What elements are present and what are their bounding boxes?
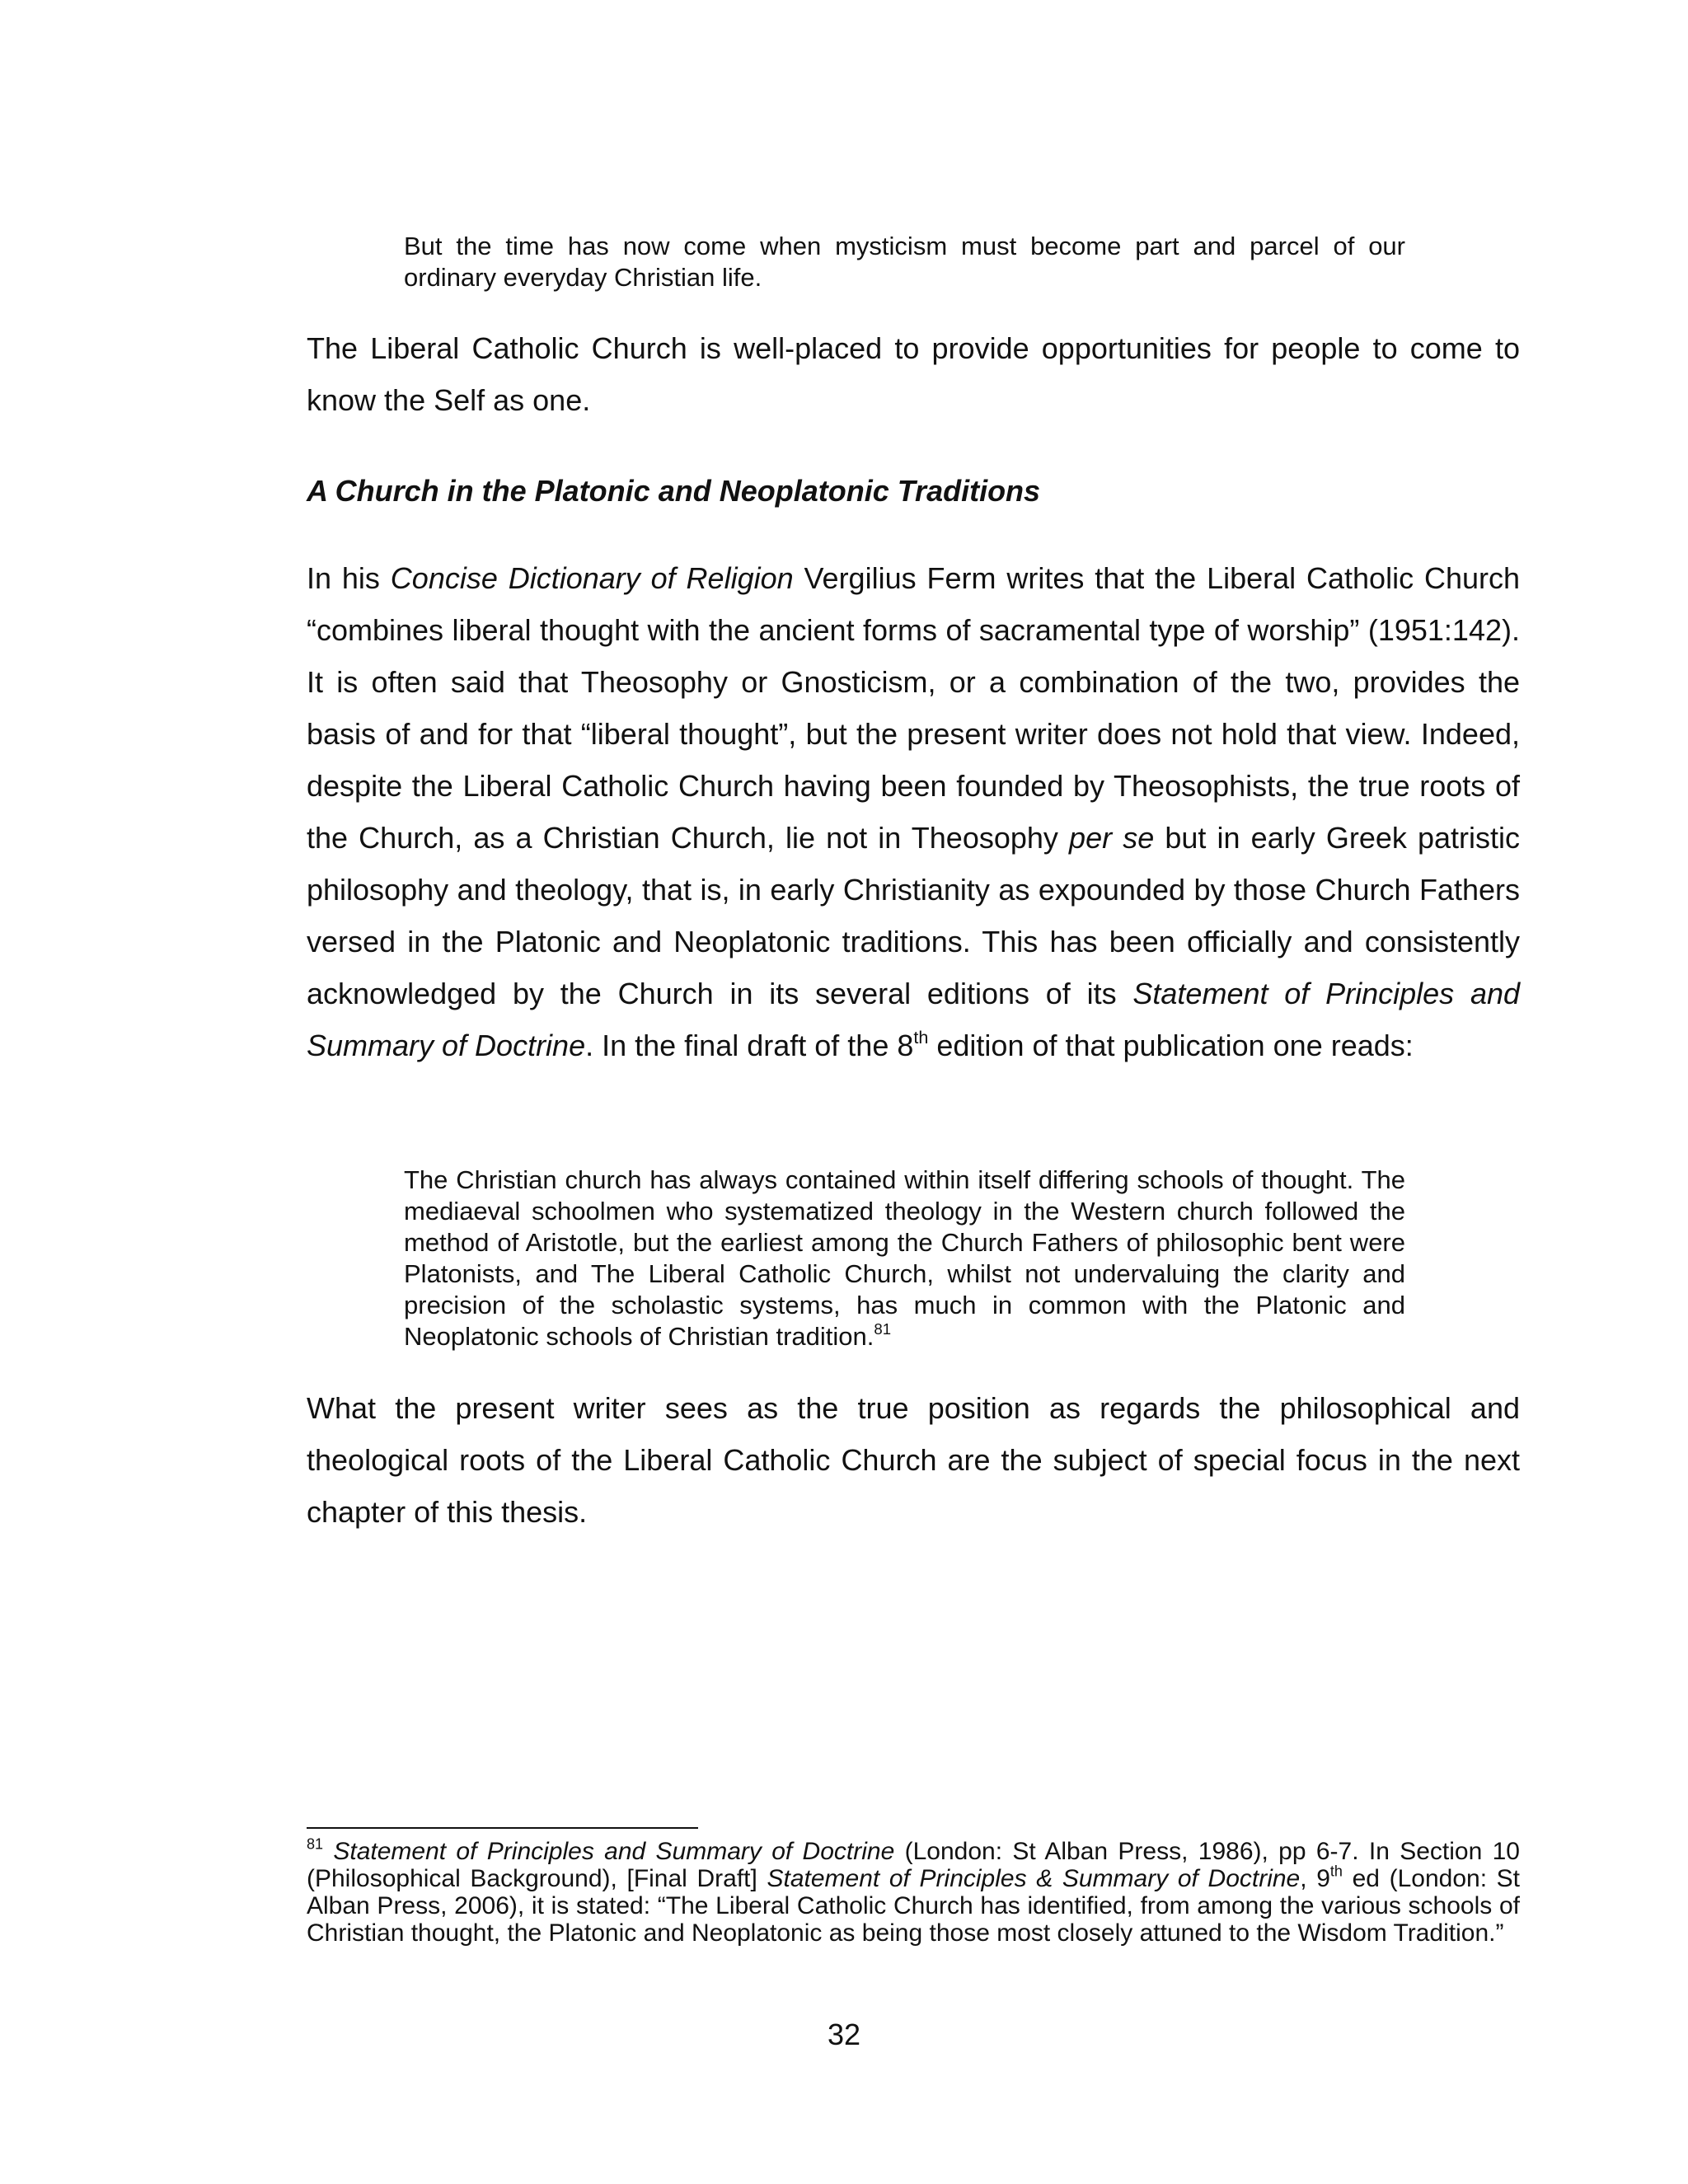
italic-title-statement: Statement of Principles and Summary of Doctrine xyxy=(307,977,1521,1062)
footnote-italic-title: Statement of Principles and Summary of Doctrine xyxy=(333,1838,895,1865)
footnote-81 xyxy=(307,1835,1521,1947)
italic-title-concise-dictionary: Concise Dictionary of Religion xyxy=(390,561,794,595)
footnote-reference[interactable]: 81 xyxy=(874,1319,892,1338)
text-span: (London: St Alban Press, 1986), pp 6-7. In Section 10 (Philosophical Background), [Final Draft] xyxy=(307,1838,1520,1892)
ordinal-superscript: th xyxy=(1329,1863,1343,1880)
italic-per-se: per se xyxy=(1069,821,1155,855)
footnote-italic-title-2: Statement of Principles & Summary of Doctrine xyxy=(767,1865,1301,1892)
ordinal-superscript: th xyxy=(913,1026,929,1047)
text-span: . In the final draft of the 8 xyxy=(585,1029,914,1062)
text-span: In his xyxy=(307,561,391,595)
paragraph-next-chapter: What the present writer sees as the true position as regards the philosophical and theological roots of the Liberal Catholic Church are the subject of special focus in the next chapter of this thesis. xyxy=(307,1391,1520,1529)
text-span: edition of that publication one reads: xyxy=(928,1029,1414,1062)
section-heading: A Church in the Platonic and Neoplatonic Traditions xyxy=(307,474,1041,508)
text-span: , 9 xyxy=(1300,1865,1330,1892)
text-span: ed (London: St Alban Press, 2006), it is stated: “The Liberal Catholic Church has identified, from among the various schools of Christian thought, the Platonic and Neoplatonic as being those most closely attuned to the Wisdom Tradition.” xyxy=(307,1865,1521,1947)
page-number: 32 xyxy=(827,2018,861,2051)
text-span: but in early Greek patristic philosophy and theology, that is, in early Christianity as expounded by those Church Fathers versed in the Platonic and Neoplatonic traditions. This has been officially and consistently acknowledged by the Church in its several editions of its xyxy=(307,821,1521,1010)
footnote-number: 81 xyxy=(307,1835,324,1853)
block-quote-mysticism: But the time has now come when mysticism must become part and parcel of our ordinary everyday Christian life. xyxy=(404,232,1405,292)
paragraph-self: The Liberal Catholic Church is well-placed to provide opportunities for people to come to know the Self as one. xyxy=(307,331,1520,417)
footnote-separator xyxy=(307,1827,698,1829)
paragraph-platonic-roots xyxy=(307,552,1520,1071)
block-quote-christian-church xyxy=(404,1165,1405,1352)
quote-text: The Christian church has always contained within itself differing schools of thought. The mediaeval schoolmen who systematized theology in the Western church followed the method of Aristotle, but the earliest among the Church Fathers of philosophic bent were Platonists, and The Liberal Catholic Church, whilst not undervaluing the clarity and precision of the scholastic systems, has much in common with the Platonic and Neoplatonic schools of Christian tradition. xyxy=(404,1165,1405,1351)
text-span: Vergilius Ferm writes that the Liberal Catholic Church “combines liberal thought with the ancient forms of sacramental type of worship” (1951:142). It is often said that Theosophy or Gnosticism, or a combination of the two, provides the basis of and for that “liberal thought”, but the present writer does not hold that view. Indeed, despite the Liberal Catholic Church having been founded by Theosophists, the true roots of the Church, as a Christian Church, lie not in Theosophy xyxy=(307,561,1520,855)
